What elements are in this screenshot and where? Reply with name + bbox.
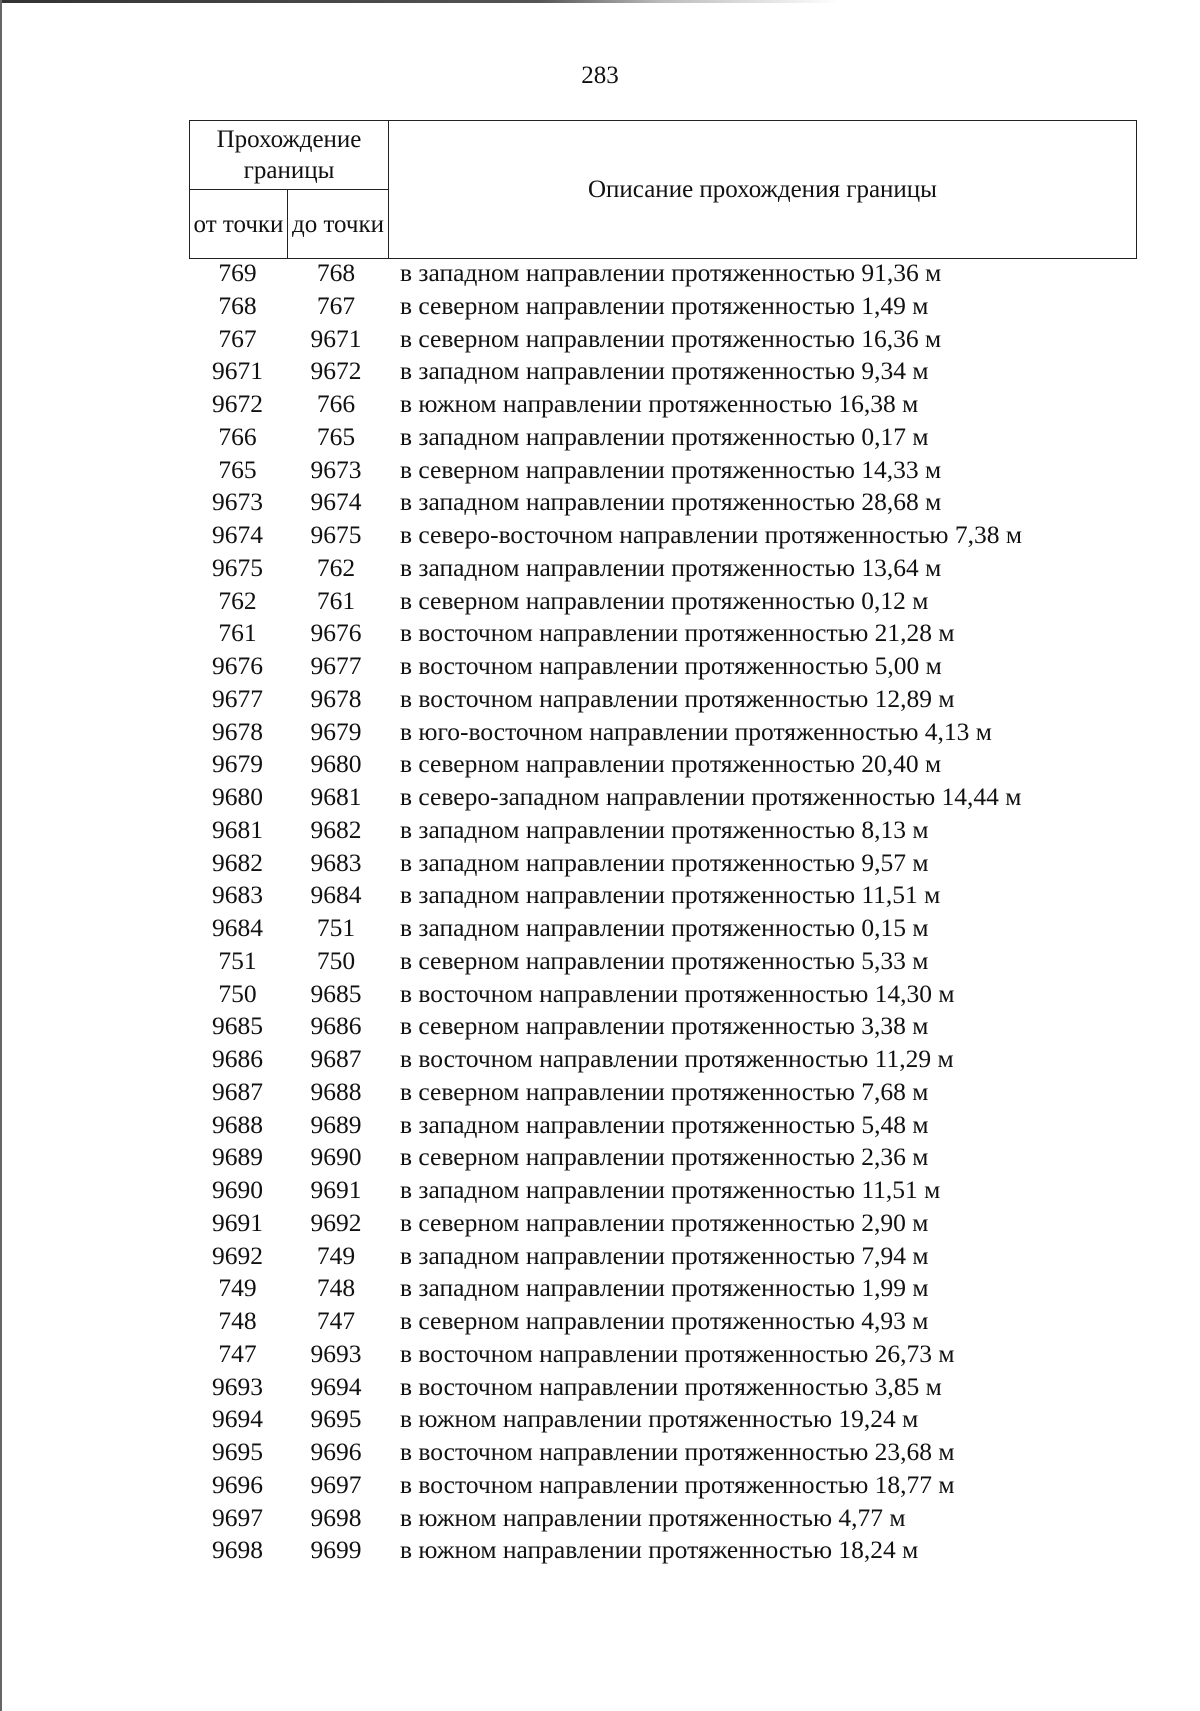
header-from-point: от точки xyxy=(190,190,288,259)
description-cell: в южном направлении протяженностью 19,24 м xyxy=(400,1404,919,1434)
description-cell: в северном направлении протяженностью 4,93 м xyxy=(400,1306,929,1335)
from-point-cell: 9691 xyxy=(212,1207,263,1237)
table-row xyxy=(189,585,1137,618)
table-row xyxy=(189,388,1137,421)
from-point-cell: 9673 xyxy=(212,487,263,517)
description-cell: в северном направлении протяженностью 7,68 м xyxy=(400,1076,929,1106)
table-row xyxy=(189,1207,1137,1240)
table-row xyxy=(189,1469,1137,1502)
description-cell: в западном направлении протяженностью 13,64 м xyxy=(400,552,942,582)
table-row xyxy=(189,1141,1137,1174)
table-row xyxy=(189,323,1137,356)
to-point-cell: 750 xyxy=(316,945,356,975)
description-cell: в южном направлении протяженностью 16,38 м xyxy=(400,389,919,418)
to-point-cell: 767 xyxy=(316,290,356,320)
from-point-cell: 766 xyxy=(218,421,257,451)
to-point-cell: 9676 xyxy=(310,618,362,648)
from-point-cell: 9671 xyxy=(212,356,263,386)
from-point-cell: 767 xyxy=(218,323,257,353)
description-cell: в западном направлении протяженностью 91,36 м xyxy=(400,258,942,287)
description-cell: в южном направлении протяженностью 4,77 м xyxy=(400,1502,906,1532)
table-row xyxy=(189,1403,1137,1436)
to-point-cell: 9672 xyxy=(310,356,362,386)
description-cell: в северном направлении протяженностью 3,38 м xyxy=(400,1011,929,1041)
table-row xyxy=(189,879,1137,912)
table-row xyxy=(189,1174,1137,1207)
to-point-cell: 9698 xyxy=(310,1502,362,1532)
description-cell: в северном направлении протяженностью 14,33 м xyxy=(400,454,942,484)
from-point-cell: 761 xyxy=(218,618,257,648)
table-row xyxy=(189,290,1137,323)
table-row xyxy=(189,1371,1137,1404)
to-point-cell: 9673 xyxy=(310,454,362,484)
to-point-cell: 9678 xyxy=(310,683,362,713)
table-row xyxy=(189,486,1137,519)
table-row xyxy=(189,1076,1137,1109)
scan-edge-top xyxy=(0,0,1200,3)
table-body xyxy=(189,257,1137,1567)
from-point-cell: 751 xyxy=(218,945,257,975)
from-point-cell: 9685 xyxy=(212,1011,263,1041)
description-cell: в восточном направлении протяженностью 11,29 м xyxy=(400,1044,954,1073)
table-row xyxy=(189,1534,1137,1567)
from-point-cell: 9694 xyxy=(212,1404,263,1434)
to-point-cell: 761 xyxy=(316,585,356,615)
from-point-cell: 9683 xyxy=(212,880,263,910)
from-point-cell: 9681 xyxy=(212,814,263,844)
to-point-cell: 9690 xyxy=(310,1142,362,1172)
from-point-cell: 9672 xyxy=(212,389,263,418)
to-point-cell: 9681 xyxy=(310,782,362,811)
table-row xyxy=(189,552,1137,585)
to-point-cell: 9671 xyxy=(310,323,362,353)
to-point-cell: 9694 xyxy=(310,1371,362,1401)
table-row xyxy=(189,617,1137,650)
table-row xyxy=(189,355,1137,388)
from-point-cell: 9675 xyxy=(212,552,263,582)
from-point-cell: 762 xyxy=(218,585,257,615)
from-point-cell: 9676 xyxy=(212,651,263,680)
header-description: Описание прохождения границы xyxy=(389,121,1137,259)
from-point-cell: 769 xyxy=(218,258,257,287)
description-cell: в западном направлении протяженностью 11,51 м xyxy=(400,880,941,910)
page-number: 283 xyxy=(581,62,619,89)
to-point-cell: 9699 xyxy=(310,1535,362,1565)
table-row xyxy=(189,1502,1137,1535)
description-cell: в западном направлении протяженностью 1,99 м xyxy=(400,1273,929,1303)
description-cell: в западном направлении протяженностью 9,34 м xyxy=(400,356,929,386)
to-point-cell: 9687 xyxy=(310,1044,362,1073)
table-row xyxy=(189,1109,1137,1142)
from-point-cell: 9686 xyxy=(212,1044,263,1073)
description-cell: в северо-восточном направлении протяженностью 7,38 м xyxy=(400,520,1022,549)
from-point-cell: 768 xyxy=(218,290,257,320)
to-point-cell: 768 xyxy=(316,258,356,287)
from-point-cell: 9696 xyxy=(212,1469,263,1499)
to-point-cell: 9686 xyxy=(310,1011,362,1041)
to-point-cell: 9689 xyxy=(310,1109,362,1139)
description-cell: в восточном направлении протяженностью 12,89 м xyxy=(400,683,955,713)
from-point-cell: 9688 xyxy=(212,1109,263,1139)
from-point-cell: 765 xyxy=(218,454,257,484)
to-point-cell: 9682 xyxy=(310,814,362,844)
to-point-cell: 751 xyxy=(316,913,356,942)
to-point-cell: 9679 xyxy=(310,716,362,746)
table-row xyxy=(189,1436,1137,1469)
to-point-cell: 766 xyxy=(316,389,356,418)
table-row xyxy=(189,257,1137,290)
from-point-cell: 748 xyxy=(218,1306,257,1335)
table-row xyxy=(189,421,1137,454)
description-cell: в восточном направлении протяженностью 21,28 м xyxy=(400,618,955,648)
from-point-cell: 9687 xyxy=(212,1076,263,1106)
to-point-cell: 9692 xyxy=(310,1207,362,1237)
to-point-cell: 765 xyxy=(316,421,356,451)
table-row xyxy=(189,1272,1137,1305)
table-row xyxy=(189,683,1137,716)
to-point-cell: 9691 xyxy=(310,1175,362,1204)
table-row xyxy=(189,1010,1137,1043)
description-cell: в западном направлении протяженностью 9,57 м xyxy=(400,847,929,877)
to-point-cell: 9685 xyxy=(310,978,362,1008)
description-cell: в западном направлении протяженностью 5,48 м xyxy=(400,1109,929,1139)
to-point-cell: 9674 xyxy=(310,487,362,517)
table-row xyxy=(189,748,1137,781)
from-point-cell: 749 xyxy=(218,1273,257,1303)
table-row xyxy=(189,945,1137,978)
description-cell: в восточном направлении протяженностью 3,85 м xyxy=(400,1371,942,1401)
from-point-cell: 9679 xyxy=(212,749,263,779)
to-point-cell: 9688 xyxy=(310,1076,362,1106)
description-cell: в северном направлении протяженностью 20,40 м xyxy=(400,749,942,779)
description-cell: в западном направлении протяженностью 11,51 м xyxy=(400,1175,941,1204)
description-cell: в западном направлении протяженностью 28,68 м xyxy=(400,487,942,517)
table-row xyxy=(189,716,1137,749)
description-cell: в южном направлении протяженностью 18,24 м xyxy=(400,1535,919,1565)
header-boundary-passage: Прохождение границы xyxy=(190,121,389,190)
from-point-cell: 9690 xyxy=(212,1175,263,1204)
description-cell: в северо-западном направлении протяженностью 14,44 м xyxy=(400,782,1022,811)
to-point-cell: 9683 xyxy=(310,847,362,877)
description-cell: в западном направлении протяженностью 0,17 м xyxy=(400,421,929,451)
to-point-cell: 762 xyxy=(316,552,356,582)
from-point-cell: 9682 xyxy=(212,847,263,877)
description-cell: в западном направлении протяженностью 0,15 м xyxy=(400,913,929,942)
to-point-cell: 9677 xyxy=(310,651,362,680)
to-point-cell: 9695 xyxy=(310,1404,362,1434)
table-row xyxy=(189,1338,1137,1371)
from-point-cell: 9674 xyxy=(212,520,263,549)
description-cell: в восточном направлении протяженностью 14,30 м xyxy=(400,978,955,1008)
to-point-cell: 747 xyxy=(316,1306,356,1335)
table-row xyxy=(189,781,1137,814)
from-point-cell: 9684 xyxy=(212,913,263,942)
to-point-cell: 9693 xyxy=(310,1338,362,1368)
from-point-cell: 9689 xyxy=(212,1142,263,1172)
description-cell: в восточном направлении протяженностью 26,73 м xyxy=(400,1338,955,1368)
from-point-cell: 9695 xyxy=(212,1437,263,1466)
description-cell: в восточном направлении протяженностью 18,77 м xyxy=(400,1469,955,1499)
table-row xyxy=(189,814,1137,847)
table-header xyxy=(189,120,1137,259)
description-cell: в северном направлении протяженностью 2,36 м xyxy=(400,1142,929,1172)
table-row xyxy=(189,1043,1137,1076)
to-point-cell: 9697 xyxy=(310,1469,362,1499)
table-row xyxy=(189,978,1137,1011)
header-to-point: до точки xyxy=(288,190,389,259)
table-row xyxy=(189,847,1137,880)
description-cell: в северном направлении протяженностью 5,33 м xyxy=(400,945,929,975)
from-point-cell: 9678 xyxy=(212,716,263,746)
from-point-cell: 9698 xyxy=(212,1535,263,1565)
to-point-cell: 749 xyxy=(316,1240,356,1270)
from-point-cell: 750 xyxy=(218,978,257,1008)
table-row xyxy=(189,454,1137,487)
to-point-cell: 748 xyxy=(316,1273,356,1303)
table-row xyxy=(189,912,1137,945)
to-point-cell: 9684 xyxy=(310,880,362,910)
table-row xyxy=(189,1240,1137,1273)
description-cell: в восточном направлении протяженностью 5,00 м xyxy=(400,651,942,680)
table-row xyxy=(189,650,1137,683)
description-cell: в восточном направлении протяженностью 23,68 м xyxy=(400,1437,955,1466)
table-row xyxy=(189,519,1137,552)
description-cell: в западном направлении протяженностью 7,94 м xyxy=(400,1240,929,1270)
from-point-cell: 9693 xyxy=(212,1371,263,1401)
from-point-cell: 747 xyxy=(218,1338,257,1368)
from-point-cell: 9677 xyxy=(212,683,263,713)
to-point-cell: 9696 xyxy=(310,1437,362,1466)
from-point-cell: 9680 xyxy=(212,782,263,811)
scan-edge-left xyxy=(0,0,2,1711)
description-cell: в северном направлении протяженностью 16,36 м xyxy=(400,323,942,353)
description-cell: в юго-восточном направлении протяженностью 4,13 м xyxy=(400,716,992,746)
from-point-cell: 9692 xyxy=(212,1240,263,1270)
table-row xyxy=(189,1305,1137,1338)
to-point-cell: 9680 xyxy=(310,749,362,779)
description-cell: в северном направлении протяженностью 2,90 м xyxy=(400,1207,929,1237)
description-cell: в северном направлении протяженностью 0,12 м xyxy=(400,585,929,615)
to-point-cell: 9675 xyxy=(310,520,362,549)
description-cell: в северном направлении протяженностью 1,49 м xyxy=(400,290,929,320)
from-point-cell: 9697 xyxy=(212,1502,263,1532)
description-cell: в западном направлении протяженностью 8,13 м xyxy=(400,814,929,844)
